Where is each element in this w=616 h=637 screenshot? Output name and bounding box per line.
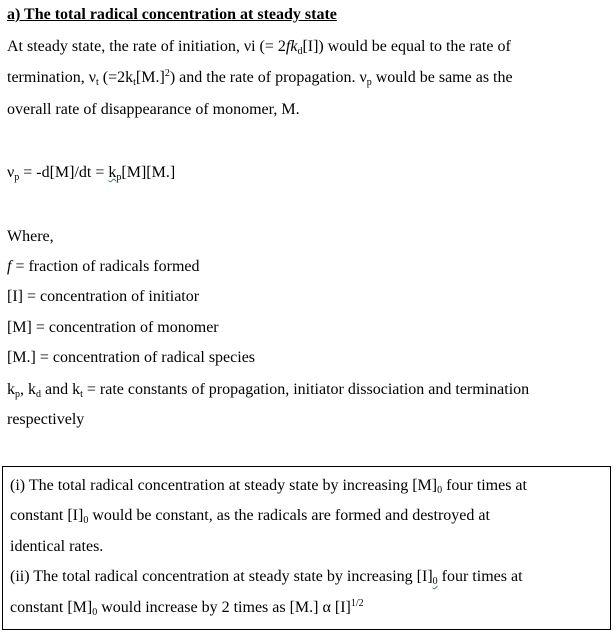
text: = fraction of radicals formed [11, 258, 200, 275]
text: [M][M.] [121, 164, 176, 181]
text: (= 2 [255, 38, 286, 55]
superscript: 1/2 [350, 598, 364, 609]
paragraph-line-2 [7, 68, 513, 88]
kp-symbol [108, 164, 121, 181]
symbol-f: f [285, 38, 291, 55]
text: = -d[M]/dt = [19, 164, 109, 181]
text: = rate constants of propagation, initiator dissociation and termination [82, 381, 530, 398]
answer-i-line-3: identical rates. [10, 538, 104, 555]
definition-respectively: respectively [7, 411, 85, 428]
text: would be constant, as the radicals are formed and destroyed at [88, 507, 490, 524]
subscript: p [15, 389, 20, 400]
subscript: 0 [83, 515, 89, 526]
text: (i) The total radical concentration at steady state by increasing [M] [10, 477, 438, 494]
text: constant [M] [10, 599, 93, 616]
subscript: p [366, 77, 372, 88]
text: , k [20, 381, 36, 398]
definition-f [7, 257, 200, 277]
answer-ii-line-2 [10, 598, 364, 618]
rate-equation [7, 163, 175, 183]
subscript: 0 [92, 607, 98, 618]
text: and k [41, 381, 81, 398]
superscript: 2 [164, 68, 170, 79]
subscript: 0 [437, 485, 443, 496]
text: k [108, 164, 117, 181]
subscript: d [36, 389, 41, 400]
section-heading: a) The total radical concentration at steady state [7, 6, 337, 23]
text: (=2k [98, 69, 134, 86]
subscript: p [116, 172, 122, 183]
symbol-k: k [290, 38, 298, 55]
answer-box [2, 466, 611, 630]
text: [M.] [135, 69, 165, 86]
subscript: p [14, 172, 20, 183]
text: νi [243, 38, 256, 55]
where-title: Where, [7, 228, 54, 245]
paragraph-line-1 [7, 37, 511, 57]
text: constant [I] [10, 507, 84, 524]
subscript: d [297, 46, 303, 57]
text: ) and the rate of propagation. ν [169, 69, 367, 86]
subscript: t [96, 77, 99, 88]
text: termination, ν [7, 69, 96, 86]
definition-radical: [M.] = concentration of radical species [7, 349, 256, 366]
paragraph-line-3: overall rate of disappearance of monomer, M. [7, 101, 300, 118]
text: would increase by 2 times as [M.] α [I] [97, 599, 351, 616]
definition-rate-constants [7, 380, 529, 400]
text: four times at [437, 568, 523, 585]
answer-i-line-2 [10, 506, 490, 526]
subscript: t [80, 389, 83, 400]
answer-ii-line-1 [10, 567, 523, 587]
subscript: 0 [432, 576, 438, 587]
text: [I]) would be equal to the rate of [302, 38, 511, 55]
text: ν [7, 164, 15, 181]
text: At steady state, the rate of initiation, [7, 38, 244, 55]
definition-initiator: [I] = concentration of initiator [7, 288, 200, 305]
text: would be same as the [371, 69, 513, 86]
answer-i-line-1 [10, 476, 527, 496]
definition-monomer: [M] = concentration of monomer [7, 319, 219, 336]
symbol-f: f [7, 258, 12, 275]
text: four times at [442, 477, 527, 494]
text: k [7, 381, 15, 398]
subscript: t [133, 77, 136, 88]
text: (ii) The total radical concentration at steady state by increasing [I] [10, 568, 433, 585]
